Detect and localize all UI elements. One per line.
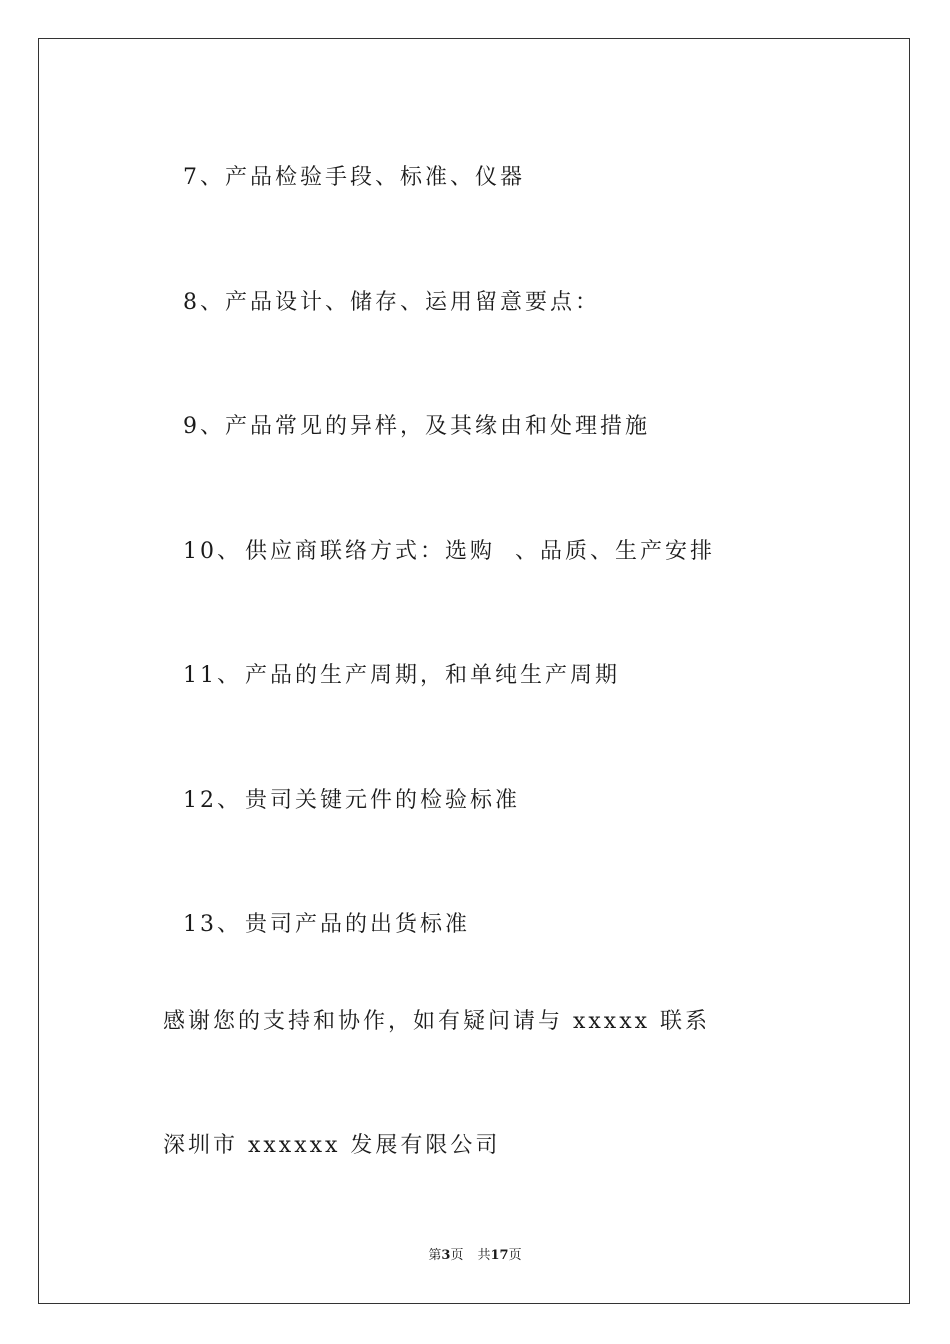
closing-thanks: 感谢您的支持和协作，如有疑问请与 xxxxx 联系 bbox=[163, 1009, 711, 1034]
item-number: 11、 bbox=[183, 663, 242, 688]
item-text: 产品检验手段、标准、仪器 bbox=[225, 165, 526, 190]
list-item bbox=[163, 385, 650, 441]
item-number: 7、 bbox=[183, 165, 225, 190]
item-text: 供应商联络方式：选购 、品质、生产安排 bbox=[245, 539, 715, 564]
list-item bbox=[163, 136, 525, 192]
item-text: 产品常见的异样，及其缘由和处理措施 bbox=[225, 414, 651, 439]
page-suffix: 页 bbox=[450, 1248, 464, 1263]
list-item bbox=[163, 759, 520, 815]
list-item bbox=[163, 634, 620, 690]
item-text: 贵司关键元件的检验标准 bbox=[245, 788, 521, 813]
item-text: 产品的生产周期，和单纯生产周期 bbox=[245, 663, 621, 688]
page-footer bbox=[0, 1248, 950, 1264]
total-prefix: 共 bbox=[477, 1248, 491, 1263]
company-name: 深圳市 xxxxxx 发展有限公司 bbox=[163, 1133, 501, 1158]
item-number: 8、 bbox=[183, 290, 225, 315]
list-item bbox=[163, 510, 715, 566]
item-number: 9、 bbox=[183, 414, 225, 439]
total-pages: 17 bbox=[490, 1248, 509, 1263]
item-number: 10、 bbox=[183, 539, 242, 564]
page-number: 3 bbox=[441, 1248, 451, 1263]
list-item bbox=[163, 261, 600, 317]
item-text: 产品设计、储存、运用留意要点： bbox=[225, 290, 601, 315]
item-text: 贵司产品的出货标准 bbox=[245, 912, 471, 937]
item-number: 13、 bbox=[183, 912, 242, 937]
item-number: 12、 bbox=[183, 788, 242, 813]
total-suffix: 页 bbox=[508, 1248, 522, 1263]
page-prefix: 第 bbox=[428, 1248, 442, 1263]
list-item bbox=[163, 883, 470, 939]
